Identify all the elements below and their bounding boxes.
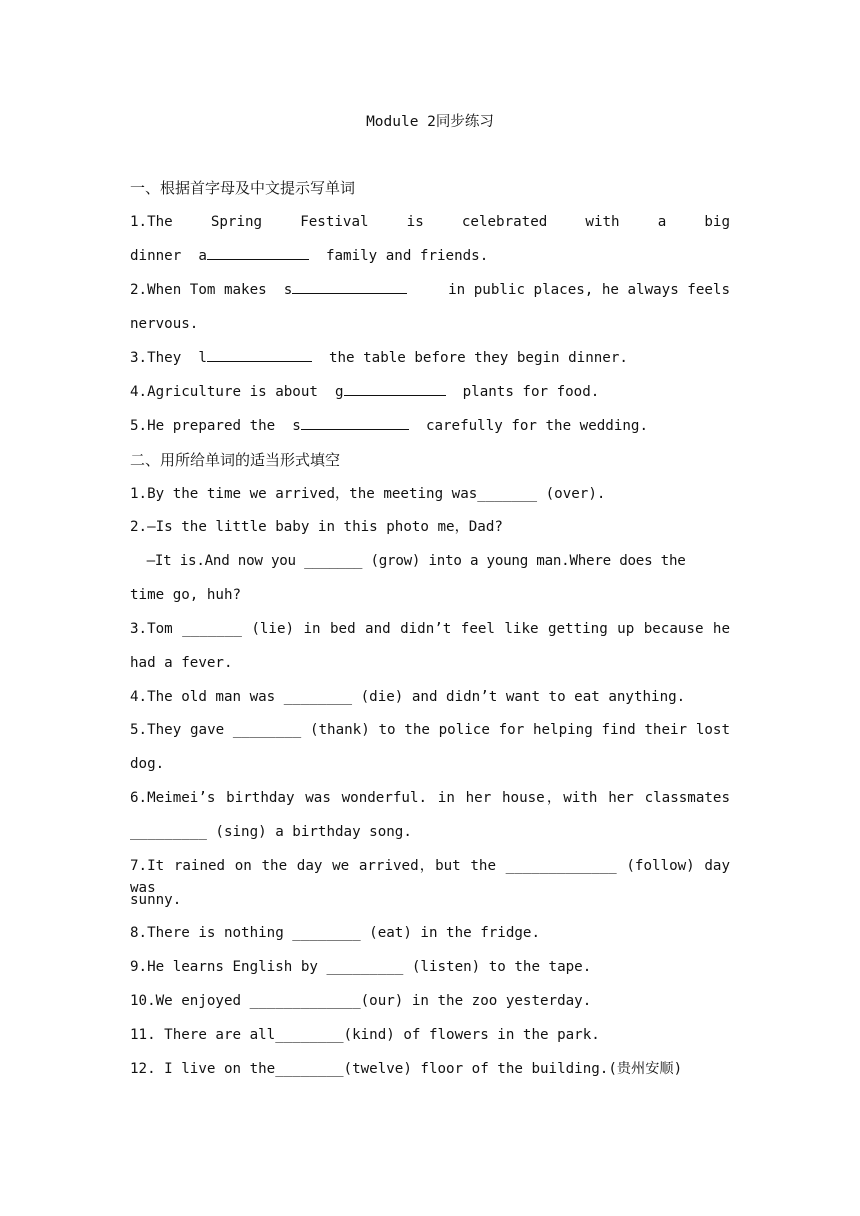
answer-blank[interactable] <box>344 381 446 396</box>
s2-line-17: 11. There are all________(kind) of flowers in the park. <box>130 1027 600 1043</box>
section-2-heading: 二、用所给单词的适当形式填空 <box>130 451 341 469</box>
answer-blank[interactable] <box>292 279 407 294</box>
section-1-heading: 一、根据首字母及中文提示写单词 <box>130 179 356 197</box>
s2-line-7: 4.The old man was ________ (die) and didn’t want to eat anything. <box>130 689 686 705</box>
s2-line-11: _________ (sing) a birthday song. <box>130 824 412 840</box>
answer-blank[interactable] <box>207 347 312 362</box>
s1-line-3: 2.When Tom makes s in public places, he always feels <box>130 279 730 301</box>
s1-line-5: 3.They l the table before they begin dinner. <box>130 347 730 369</box>
s2-line-10: 6.Meimei’s birthday was wonderful. in her house，with her classmates <box>130 790 730 806</box>
s2-line-14: 8.There is nothing ________ (eat) in the fridge. <box>130 925 540 941</box>
s1-line-4: nervous. <box>130 316 199 332</box>
s2-line-6: had a fever. <box>130 655 233 671</box>
s2-line-1: 1.By the time we arrived，the meeting was_______ (over). <box>130 486 606 502</box>
s2-line-8: 5.They gave ________ (thank) to the police for helping find their lost <box>130 722 730 738</box>
answer-blank[interactable] <box>207 245 309 260</box>
s2-line-12: 7.It rained on the day we arrived，but the _____________ (follow) day was <box>130 858 730 896</box>
s2-line-15: 9.He learns English by _________ (listen) to the tape. <box>130 959 592 975</box>
s2-line-13: sunny. <box>130 892 182 908</box>
s2-line-9: dog. <box>130 756 165 772</box>
s2-line-18: 12. I live on the________(twelve) floor of the building.(贵州安顺) <box>130 1061 683 1077</box>
s2-line-2: 2.—Is the little baby in this photo me，Dad? <box>130 519 503 535</box>
page-title: Module 2同步练习 <box>366 114 494 130</box>
s1-line-2: dinner a family and friends. <box>130 245 730 267</box>
s2-line-4: time go, huh? <box>130 587 242 603</box>
s1-line-6: 4.Agriculture is about g plants for food. <box>130 381 730 403</box>
s1-line-7: 5.He prepared the s carefully for the wedding. <box>130 415 730 437</box>
answer-blank[interactable] <box>301 415 409 430</box>
s1-line-1: 1.The Spring Festival is celebrated with a big <box>130 214 730 230</box>
s2-line-5: 3.Tom _______ (lie) in bed and didn’t feel like getting up because he <box>130 621 730 637</box>
s2-line-3: —It is.And now you _______ (grow) into a young man.Where does the <box>130 553 686 569</box>
s2-line-16: 10.We enjoyed _____________(our) in the zoo yesterday. <box>130 993 592 1009</box>
